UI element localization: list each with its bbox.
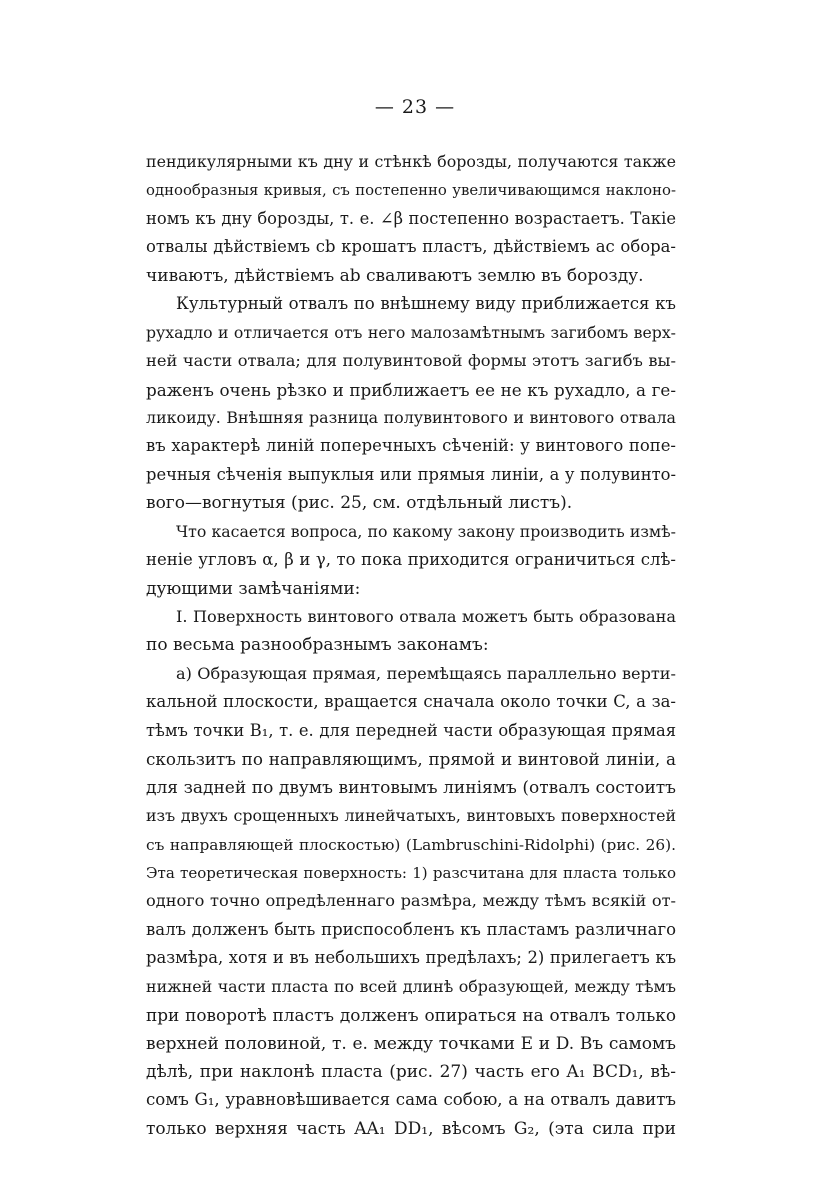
text-line: валъ долженъ быть приспособленъ къ пластамъ различнаго xyxy=(146,919,676,939)
text-line: Что касается вопроса, по какому закону производить измѣ- xyxy=(176,521,676,541)
text-line: изъ двухъ срощенныхъ линейчатыхъ, винтовыхъ поверхностей xyxy=(146,806,676,826)
text-line: ней части отвала; для полувинтовой формы этотъ загибъ вы- xyxy=(146,351,676,371)
text-line: кальной плоскости, вращается сначала около точки C, а за- xyxy=(146,692,676,712)
text-line: нижней части пласта по всей длинѣ образующей, между тѣмъ xyxy=(146,976,676,996)
text-line: вого—вогнутыя (рис. 25, см. отдѣльный листъ). xyxy=(146,493,573,514)
text-line: одного точно опредѣленнаго размѣра, между тѣмъ всякій от- xyxy=(146,891,676,911)
body-text xyxy=(146,148,676,1143)
text-line: Культурный отвалъ по внѣшнему виду приближается къ xyxy=(176,294,676,314)
text-line: раженъ очень рѣзко и приближаетъ ее не къ рухадло, а ге- xyxy=(146,379,676,400)
text-line: неніе угловъ α, β и γ, то пока приходится ограничиться слѣ- xyxy=(146,550,676,570)
text-line: отвалы дѣйствіемъ cb крошатъ пластъ, дѣйствіемъ ac обора- xyxy=(146,237,676,257)
text-line: размѣра, хотя и въ небольшихъ предѣлахъ; 2) прилегаетъ къ xyxy=(146,948,676,968)
text-line: однообразныя кривыя, съ постепенно увеличивающимся наклоно- xyxy=(146,181,676,200)
text-line: при поворотѣ пластъ долженъ опираться на отвалъ только xyxy=(146,1005,676,1026)
text-line: речныя сѣченія выпуклыя или прямыя линіи, а у полувинто- xyxy=(146,464,676,484)
text-line: пендикулярными къ дну и стѣнкѣ борозды, получаются также xyxy=(146,152,676,171)
text-line: Эта теоретическая поверхность: 1) разсчитана для пласта только xyxy=(146,863,676,882)
text-line: по весьма разнообразнымъ законамъ: xyxy=(146,635,489,656)
text-line: съ направляющей плоскостью) (Lambruschini-Ridolphi) (рис. 26). xyxy=(146,835,676,854)
text-line: сомъ G₁, уравновѣшивается сама собою, а на отвалъ давитъ xyxy=(146,1090,676,1110)
text-line: дующими замѣчаніями: xyxy=(146,578,361,599)
text-line: а) Образующая прямая, перемѣщаясь параллельно верти- xyxy=(176,663,676,683)
text-line: только верхняя часть AA₁ DD₁, вѣсомъ G₂, (эта сила при xyxy=(146,1118,676,1139)
text-line: номъ къ дну борозды, т. е. ∠β постепенно возрастаетъ. Такіе xyxy=(146,208,676,228)
text-line: ликоиду. Внѣшняя разница полувинтового и винтового отвала xyxy=(146,407,676,427)
text-line: для задней по двумъ винтовымъ линіямъ (отвалъ состоитъ xyxy=(146,777,676,798)
text-line: дѣлѣ, при наклонѣ пласта (рис. 27) часть его A₁ BCD₁, вѣ- xyxy=(146,1062,676,1082)
page-number: — 23 — xyxy=(374,96,456,118)
text-line: въ характерѣ линій поперечныхъ сѣченій: у винтового попе- xyxy=(146,436,676,456)
text-line: скользитъ по направляющимъ, прямой и винтовой линіи, а xyxy=(146,749,676,770)
text-line: чиваютъ, дѣйствіемъ ab сваливаютъ землю въ борозду. xyxy=(146,265,644,286)
text-line: верхней половиной, т. е. между точками E и D. Въ самомъ xyxy=(146,1033,676,1054)
text-line: рухадло и отличается отъ него малозамѣтнымъ загибомъ верх- xyxy=(146,322,676,342)
text-line: тѣмъ точки B₁, т. е. для передней части образующая прямая xyxy=(146,720,676,740)
text-line: I. Поверхность винтового отвала можетъ быть образована xyxy=(176,607,676,626)
